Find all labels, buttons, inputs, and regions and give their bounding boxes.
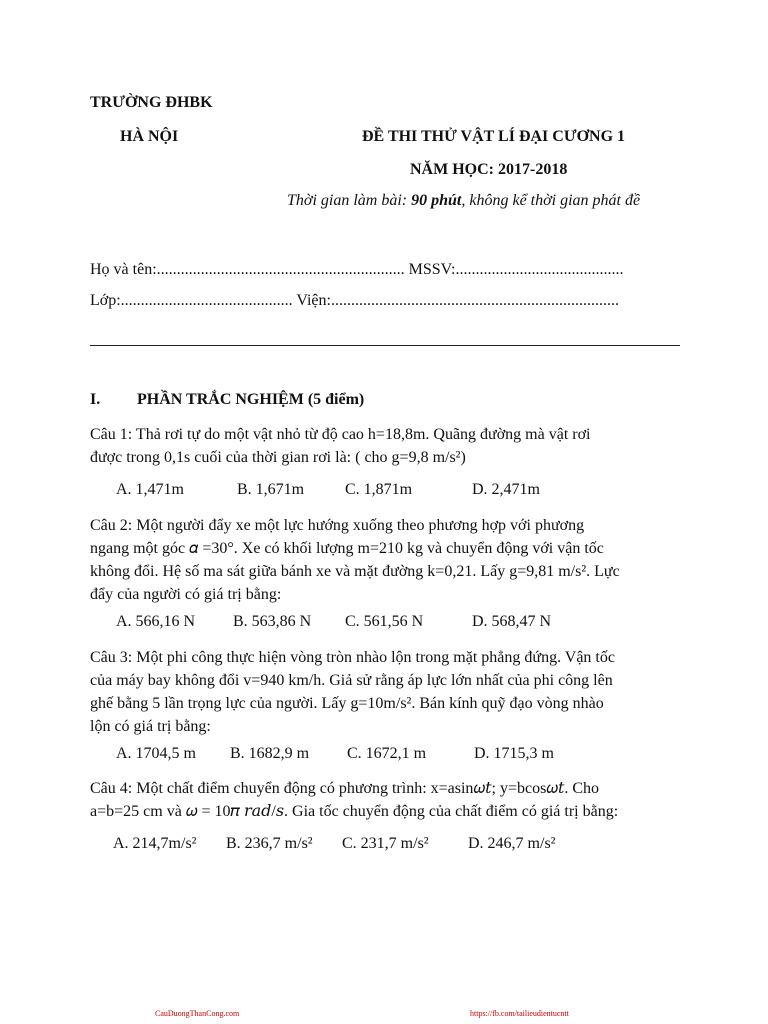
- question-4: [90, 777, 680, 823]
- class-institute-field: Lớp:........................................... Viện:........................................................................: [90, 292, 619, 309]
- name-mssv-field: Họ và tên:.............................................................. MSSV:..........................................: [90, 261, 624, 278]
- q4-answer-b: B. 236,7 m/s²: [226, 835, 313, 852]
- question-line: a=b=25 cm và 𝜔 = 10𝜋 𝑟𝑎𝑑/𝑠. Gia tốc chuyển động của chất điểm có giá trị bằng:: [90, 803, 619, 820]
- question-line: Câu 3: Một phi công thực hiện vòng tròn nhào lộn trong mặt phẳng đứng. Vận tốc: [90, 649, 615, 666]
- exam-title: ĐỀ THI THỬ VẬT LÍ ĐẠI CƯƠNG 1: [362, 128, 626, 145]
- question-line: ngang một góc 𝛼 =30°. Xe có khối lượng m=210 kg và chuyển động với vận tốc: [90, 540, 604, 557]
- time-value: 90 phút: [411, 192, 462, 209]
- question-1: [90, 423, 680, 469]
- q1-answer-b: B. 1,671m: [237, 481, 305, 498]
- school-year: NĂM HỌC: 2017-2018: [410, 161, 568, 178]
- q1-answer-d: D. 2,471m: [472, 481, 540, 498]
- q3-answer-a: A. 1704,5 m: [116, 745, 196, 762]
- q2-answer-a: A. 566,16 N: [116, 613, 196, 630]
- footer-site-link[interactable]: CauDuongThanCong.com: [155, 1009, 240, 1018]
- section-title: PHẦN TRẮC NGHIỆM (5 điểm): [137, 391, 365, 408]
- q3-answer-c: C. 1672,1 m: [347, 745, 427, 762]
- question-line: Câu 4: Một chất điểm chuyển động có phương trình: x=asin𝜔𝑡; y=bcos𝜔𝑡. Cho: [90, 780, 600, 797]
- question-line: không đổi. Hệ số ma sát giữa bánh xe và mặt đường k=0,21. Lấy g=9,81 m/s². Lực: [90, 563, 620, 580]
- question-3: [90, 646, 680, 738]
- question-2: [90, 514, 680, 606]
- time-suffix: , không kể thời gian phát đề: [461, 192, 641, 209]
- q2-answer-c: C. 561,56 N: [345, 613, 424, 630]
- question-line: Câu 2: Một người đẩy xe một lực hướng xuống theo phương hợp với phương: [90, 517, 585, 534]
- divider-line: [90, 345, 680, 346]
- section-number: I.: [90, 391, 101, 408]
- question-line: Câu 1: Thả rơi tự do một vật nhỏ từ độ cao h=18,8m. Quãng đường mà vật rơi: [90, 426, 591, 443]
- question-line: của máy bay không đổi v=940 km/h. Giả sử rằng áp lực lớn nhất của phi công lên: [90, 672, 613, 689]
- q4-answer-a: A. 214,7m/s²: [113, 835, 197, 852]
- q1-answer-a: A. 1,471m: [116, 481, 184, 498]
- question-line: được trong 0,1s cuối của thời gian rơi là: ( cho g=9,8 m/s²): [90, 449, 466, 466]
- q2-answer-b: B. 563,86 N: [233, 613, 312, 630]
- time-note: [287, 192, 640, 210]
- q3-answer-b: B. 1682,9 m: [230, 745, 310, 762]
- time-prefix: Thời gian làm bài:: [287, 192, 412, 209]
- school-name-line2: HÀ NỘI: [120, 128, 179, 145]
- question-line: lộn có giá trị bằng:: [90, 718, 211, 735]
- q4-answer-c: C. 231,7 m/s²: [342, 835, 429, 852]
- q1-answer-c: C. 1,871m: [345, 481, 413, 498]
- question-line: ghế bằng 5 lần trọng lực của người. Lấy g=10m/s². Bán kính quỹ đạo vòng nhào: [90, 695, 604, 712]
- school-name-line1: TRƯỜNG ĐHBK: [90, 94, 213, 111]
- footer-fb-link[interactable]: https://fb.com/tailieudientucntt: [470, 1009, 569, 1018]
- q2-answer-d: D. 568,47 N: [472, 613, 552, 630]
- question-line: đẩy của người có giá trị bằng:: [90, 586, 282, 603]
- q4-answer-d: D. 246,7 m/s²: [468, 835, 556, 852]
- q3-answer-d: D. 1715,3 m: [474, 745, 554, 762]
